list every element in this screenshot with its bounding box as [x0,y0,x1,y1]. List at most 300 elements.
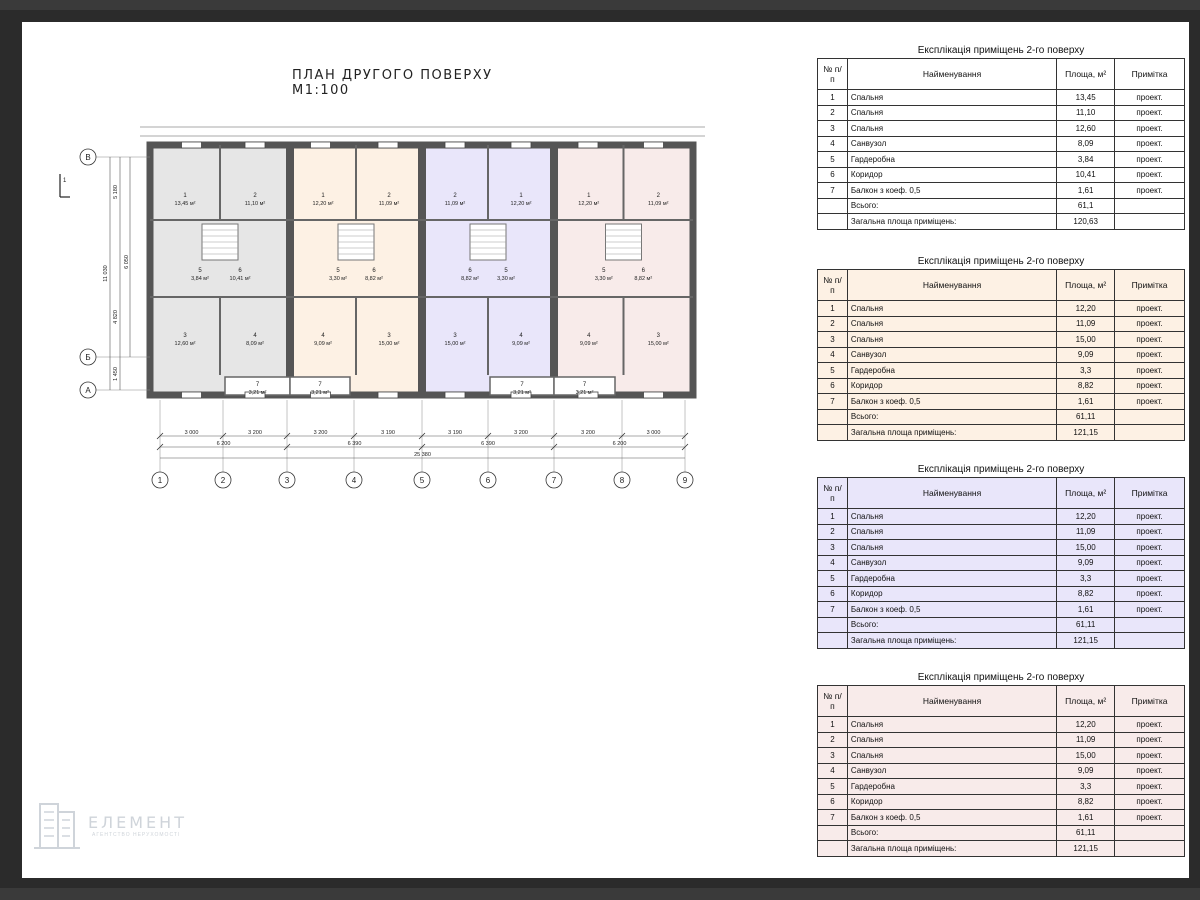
room-number: 2 [453,193,457,199]
header-name: Найменування [847,59,1056,90]
row-num: 7 [818,394,848,410]
table-caption: Експлікація приміщень 2-го поверху [917,464,1085,475]
row-num: 6 [818,794,848,810]
room-area: 11,10 м² [244,201,266,207]
row-num: 5 [818,571,848,587]
row-note: проект. [1115,732,1185,748]
row-num: 2 [818,316,848,332]
row-note: проект. [1115,301,1185,317]
row-name: Спальня [847,540,1056,556]
row-num: 5 [818,363,848,379]
room-area: 9,09 м² [512,341,530,347]
grand-label: Загальна площа приміщень: [847,425,1056,441]
grand-empty [818,214,848,230]
row-name: Санвузол [847,555,1056,571]
row-num: 2 [818,524,848,540]
overall-height: 11 030 [103,265,109,282]
room-number: 6 [238,268,242,274]
grand-note-empty [1115,633,1185,649]
table-row [818,121,1185,137]
row-note: проект. [1115,810,1185,826]
row-name: Спальня [847,748,1056,764]
total-value: 61,11 [1057,617,1115,633]
header-name: Найменування [847,270,1056,301]
room-number: 6 [468,268,472,274]
axis-number: 5 [419,476,425,485]
row-num: 3 [818,540,848,556]
total-empty [818,198,848,214]
table-row [818,378,1185,394]
viewer-bottom-bar [0,888,1200,900]
window [311,142,331,148]
row-name: Коридор [847,586,1056,602]
height-dimension: 6 050 [124,255,130,269]
logo-tagline: АГЕНТСТВО НЕРУХОМОСТІ [92,832,181,838]
window [644,392,664,398]
table-row [818,105,1185,121]
row-area: 11,10 [1057,105,1115,121]
room-area: 3,30 м² [497,276,515,282]
axis-number: 8 [619,476,625,485]
window [445,392,465,398]
header-area: Площа, м² [1057,59,1115,90]
room-area: 11,09 м² [444,201,466,207]
row-num: 7 [818,810,848,826]
total-label: Всього: [847,825,1056,841]
header-name: Найменування [847,686,1056,717]
room-number: 6 [641,268,645,274]
grand-note-empty [1115,425,1185,441]
window [378,392,398,398]
row-num: 3 [818,121,848,137]
plan-title: ПЛАН ДРУГОГО ПОВЕРХУ М1:100 [292,68,493,98]
row-area: 15,00 [1057,540,1115,556]
total-empty [818,617,848,633]
viewer-top-bar [0,0,1200,10]
header-num: № п/п [818,270,848,301]
party-wall [550,145,558,395]
total-value: 61,11 [1057,409,1115,425]
row-num: 1 [818,90,848,106]
height-dimension: 5 180 [113,185,119,199]
table-row [818,717,1185,733]
total-value: 61,11 [1057,825,1115,841]
room-area: 3,21 м² [311,390,329,396]
row-name: Балкон з коеф. 0,5 [847,810,1056,826]
window [182,142,202,148]
header-num: № п/п [818,59,848,90]
room-area: 3,21 м² [248,390,267,396]
dimension-label: 3 190 [381,430,395,436]
row-note: проект. [1115,183,1185,199]
row-name: Гардеробна [847,571,1056,587]
row-note: проект. [1115,363,1185,379]
row-name: Санвузол [847,347,1056,363]
row-name: Спальня [847,105,1056,121]
row-note: проект. [1115,316,1185,332]
dimension-label: 3 200 [581,430,595,436]
room-area: 3,30 м² [329,276,347,282]
row-note: проект. [1115,524,1185,540]
row-num: 1 [818,717,848,733]
overall-width: 25 380 [414,452,431,458]
total-row [818,617,1185,633]
room-area: 3,84 м² [191,276,209,282]
room-number: 7 [318,382,322,388]
axis-letter: В [85,153,91,162]
logo-icon [32,798,82,852]
row-area: 12,60 [1057,121,1115,137]
row-note: проект. [1115,571,1185,587]
table-row [818,332,1185,348]
grand-total-row [818,214,1185,230]
row-area: 12,20 [1057,717,1115,733]
table-row [818,779,1185,795]
row-note: проект. [1115,121,1185,137]
dimension-label: 3 000 [184,430,199,436]
dimension-label: 6 390 [481,441,495,447]
room-area: 9,09 м² [579,341,598,347]
room-area: 15,00 м² [378,341,400,347]
row-name: Спальня [847,316,1056,332]
room-number: 1 [519,193,523,199]
row-note: проект. [1115,394,1185,410]
table-caption: Експлікація приміщень 2-го поверху [917,45,1085,56]
room-area: 12,20 м² [510,201,532,207]
row-note: проект. [1115,763,1185,779]
table-row [818,167,1185,183]
table-row [818,90,1185,106]
row-area: 13,45 [1057,90,1115,106]
table-row [818,316,1185,332]
table-row [818,732,1185,748]
axis-number: 3 [284,476,290,485]
axis-number: 7 [551,476,557,485]
table-row [818,301,1185,317]
room-area: 12,20 м² [312,201,334,207]
room-number: 6 [372,268,376,274]
total-label: Всього: [847,617,1056,633]
row-note: проект. [1115,378,1185,394]
explication-table-unit-3 [817,463,1185,649]
row-num: 6 [818,378,848,394]
row-area: 1,61 [1057,183,1115,199]
party-wall [286,145,294,395]
room-area: 3,21 м² [513,390,531,396]
room-area: 15,00 м² [444,341,466,347]
room-area: 9,09 м² [314,341,332,347]
axis-number: 4 [351,476,357,485]
room-number: 3 [453,333,457,339]
room-area: 12,60 м² [174,341,196,347]
floor-plan [50,112,730,492]
row-area: 3,84 [1057,152,1115,168]
table-header-row [818,59,1185,90]
row-name: Спальня [847,90,1056,106]
row-num: 7 [818,183,848,199]
table-caption: Експлікація приміщень 2-го поверху [917,672,1085,683]
row-area: 15,00 [1057,332,1115,348]
row-note: проект. [1115,717,1185,733]
grand-label: Загальна площа приміщень: [847,214,1056,230]
row-num: 4 [818,347,848,363]
grand-note-empty [1115,841,1185,857]
dimension-label: 6 200 [216,441,231,447]
grand-empty [818,841,848,857]
explication-table-unit-2 [817,255,1185,441]
height-dimension: 4 820 [113,310,119,324]
row-area: 15,00 [1057,748,1115,764]
row-note: проект. [1115,602,1185,618]
room-area: 8,82 м² [365,276,383,282]
room-area: 11,09 м² [648,201,669,207]
row-area: 12,20 [1057,509,1115,525]
grand-value: 120,63 [1057,214,1115,230]
grand-total-row [818,841,1185,857]
row-note: проект. [1115,105,1185,121]
window [445,142,465,148]
height-dimension: 1 450 [113,367,119,381]
room-number: 7 [582,382,587,388]
window [182,392,202,398]
dimension-label: 3 190 [448,430,462,436]
row-note: проект. [1115,555,1185,571]
row-note: проект. [1115,748,1185,764]
total-label: Всього: [847,409,1056,425]
room-area: 10,41 м² [229,276,251,282]
explication-table-unit-1 [817,44,1185,230]
party-wall [418,145,426,395]
grand-value: 121,15 [1057,633,1115,649]
explication-table [817,58,1185,230]
window [378,142,398,148]
axis-letter: А [85,386,91,395]
room-number: 4 [519,333,523,339]
table-row [818,794,1185,810]
room-number: 5 [336,268,340,274]
table-row [818,152,1185,168]
row-name: Коридор [847,794,1056,810]
total-note-empty [1115,198,1185,214]
row-note: проект. [1115,152,1185,168]
row-num: 3 [818,748,848,764]
row-note: проект. [1115,540,1185,556]
row-note: проект. [1115,167,1185,183]
table-row [818,748,1185,764]
axis-number: 9 [682,476,688,485]
row-note: проект. [1115,586,1185,602]
header-name: Найменування [847,478,1056,509]
total-row [818,825,1185,841]
row-note: проект. [1115,90,1185,106]
axis-number: 2 [220,476,226,485]
row-area: 9,09 [1057,555,1115,571]
room-area: 8,82 м² [634,276,653,282]
axis-number: 1 [157,476,163,485]
explication-table [817,477,1185,649]
row-num: 4 [818,763,848,779]
table-row [818,586,1185,602]
row-name: Гардеробна [847,152,1056,168]
row-num: 4 [818,555,848,571]
table-row [818,763,1185,779]
header-area: Площа, м² [1057,686,1115,717]
room-area: 11,09 м² [378,201,400,207]
table-row [818,509,1185,525]
row-name: Санвузол [847,763,1056,779]
grand-total-row [818,633,1185,649]
grand-value: 121,15 [1057,841,1115,857]
grand-label: Загальна площа приміщень: [847,841,1056,857]
total-empty [818,825,848,841]
grand-label: Загальна площа приміщень: [847,633,1056,649]
row-name: Спальня [847,732,1056,748]
row-area: 9,09 [1057,347,1115,363]
row-area: 3,3 [1057,571,1115,587]
room-area: 15,00 м² [647,341,669,347]
room-number: 1 [183,193,187,199]
dimension-label: 3 200 [514,430,528,436]
row-name: Спальня [847,301,1056,317]
row-note: проект. [1115,332,1185,348]
table-row [818,524,1185,540]
room-number: 1 [587,193,591,199]
row-name: Санвузол [847,136,1056,152]
row-name: Спальня [847,717,1056,733]
grand-value: 121,15 [1057,425,1115,441]
row-area: 8,82 [1057,378,1115,394]
room-area: 3,21 м² [575,390,594,396]
table-row [818,571,1185,587]
row-name: Спальня [847,509,1056,525]
total-row [818,409,1185,425]
dimension-label: 3 200 [248,430,262,436]
room-number: 4 [587,333,591,339]
logo-name: ЕЛЕМЕНТ [88,813,187,832]
row-area: 9,09 [1057,763,1115,779]
explication-table [817,269,1185,441]
row-area: 1,61 [1057,810,1115,826]
row-note: проект. [1115,779,1185,795]
row-area: 3,3 [1057,363,1115,379]
room-area: 8,09 м² [246,341,264,347]
row-num: 1 [818,301,848,317]
row-area: 11,09 [1057,732,1115,748]
grand-total-row [818,425,1185,441]
row-num: 5 [818,779,848,795]
table-row [818,183,1185,199]
room-number: 5 [602,268,606,274]
room-number: 5 [198,268,202,274]
room-number: 3 [387,333,391,339]
room-number: 3 [183,333,187,339]
row-area: 3,3 [1057,779,1115,795]
row-area: 8,82 [1057,586,1115,602]
total-note-empty [1115,409,1185,425]
table-row [818,555,1185,571]
window [644,142,664,148]
row-num: 6 [818,167,848,183]
row-name: Гардеробна [847,363,1056,379]
table-header-row [818,270,1185,301]
room-number: 4 [321,333,325,339]
row-area: 1,61 [1057,394,1115,410]
header-num: № п/п [818,478,848,509]
row-name: Спальня [847,121,1056,137]
row-area: 11,09 [1057,316,1115,332]
row-area: 1,61 [1057,602,1115,618]
room-number: 2 [656,193,660,199]
table-row [818,347,1185,363]
explication-table-unit-4 [817,671,1185,857]
row-note: проект. [1115,136,1185,152]
row-name: Гардеробна [847,779,1056,795]
table-row [818,363,1185,379]
room-number: 2 [387,193,391,199]
total-value: 61,1 [1057,198,1115,214]
row-name: Балкон з коеф. 0,5 [847,183,1056,199]
room-area: 8,82 м² [461,276,479,282]
axis-letter: Б [85,353,91,362]
row-note: проект. [1115,347,1185,363]
table-row [818,136,1185,152]
row-note: проект. [1115,509,1185,525]
row-area: 12,20 [1057,301,1115,317]
room-number: 1 [321,193,325,199]
room-number: 5 [504,268,508,274]
table-row [818,394,1185,410]
room-number: 4 [253,333,257,339]
row-num: 4 [818,136,848,152]
row-num: 3 [818,332,848,348]
table-caption: Експлікація приміщень 2-го поверху [917,256,1085,267]
room-number: 2 [253,193,257,199]
row-area: 8,09 [1057,136,1115,152]
row-name: Коридор [847,378,1056,394]
row-num: 7 [818,602,848,618]
window [245,142,265,148]
row-area: 11,09 [1057,524,1115,540]
row-area: 10,41 [1057,167,1115,183]
row-name: Спальня [847,524,1056,540]
grand-empty [818,425,848,441]
room-number: 7 [255,382,260,388]
row-num: 2 [818,105,848,121]
explication-table [817,685,1185,857]
grand-note-empty [1115,214,1185,230]
total-note-empty [1115,617,1185,633]
row-note: проект. [1115,794,1185,810]
row-num: 6 [818,586,848,602]
total-note-empty [1115,825,1185,841]
header-num: № п/п [818,686,848,717]
row-name: Спальня [847,332,1056,348]
row-name: Балкон з коеф. 0,5 [847,602,1056,618]
dimension-label: 3 000 [646,430,661,436]
total-row [818,198,1185,214]
window [578,142,598,148]
table-row [818,810,1185,826]
row-num: 5 [818,152,848,168]
table-row [818,602,1185,618]
header-note: Примітка [1115,478,1185,509]
room-area: 13,45 м² [174,201,196,207]
room-number: 7 [520,382,524,388]
room-number: 3 [656,333,660,339]
section-mark-label: 1 [63,178,67,184]
axis-number: 6 [485,476,491,485]
row-num: 2 [818,732,848,748]
